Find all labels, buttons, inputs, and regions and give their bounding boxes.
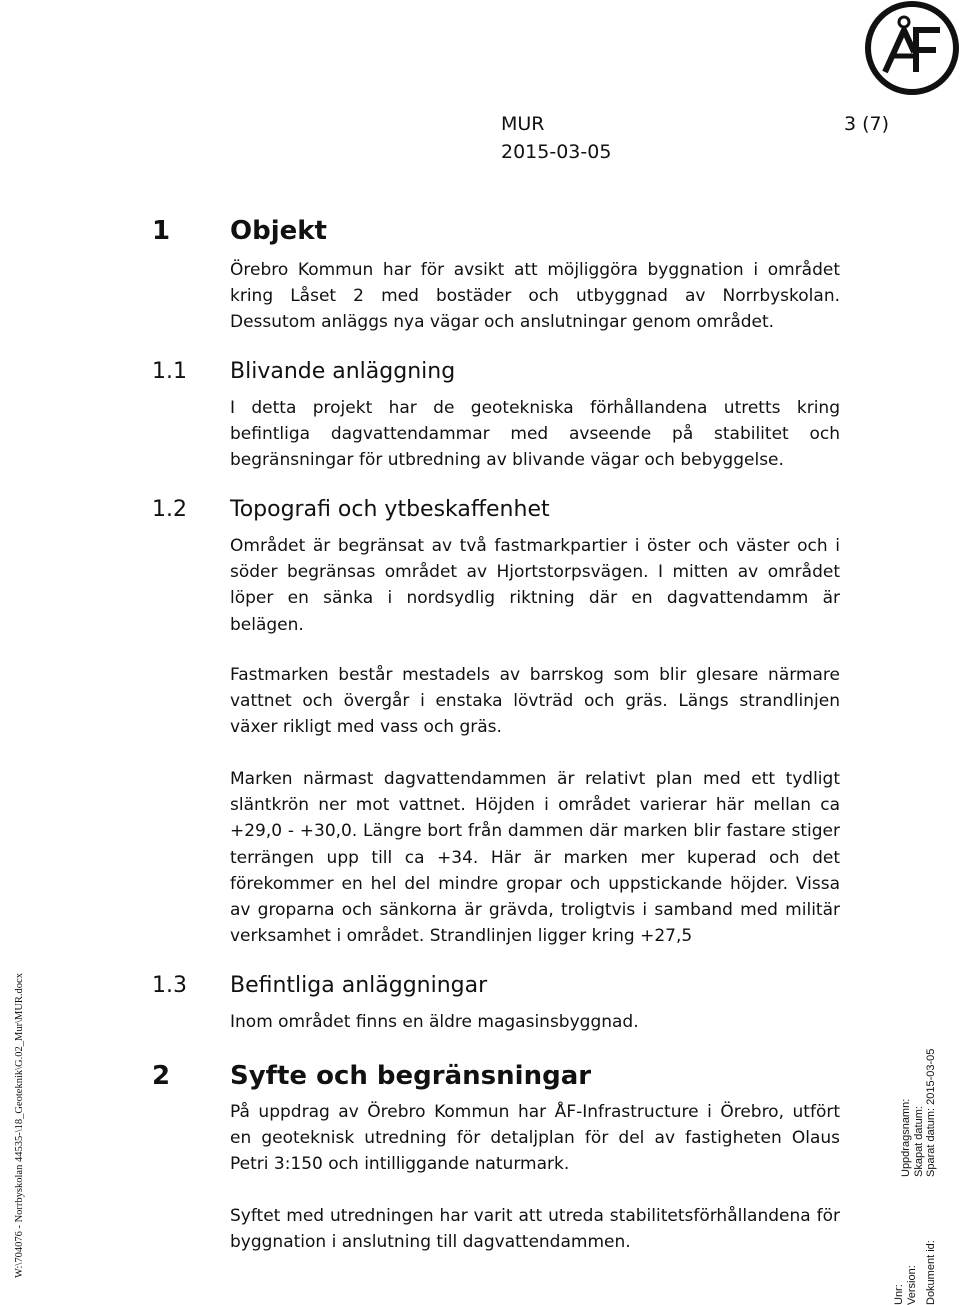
heading-1-objekt: 1 Objekt [152,216,327,246]
heading-1-3-befintliga-anlaggningar: 1.3 Befintliga anläggningar [152,973,488,998]
heading-1-2-topografi: 1.2 Topografi och ytbeskaffenhet [152,497,550,522]
paragraph-syfte-1: På uppdrag av Örebro Kommun har ÅF-Infrastructure i Örebro, utfört en geoteknisk utredning för detaljplan för del av fastigheten Olaus Petri 3:150 och intilliggande naturmark. [230,1102,840,1175]
paragraph-syfte-2: Syftet med utredningen har varit att utreda stabilitetsförhållandena för byggnation i anslutning till dagvattendammen. [230,1206,840,1253]
file-path: W:\704076 - Norrbyskolan 44535-\18_Geoteknik\G.02_Mur\MUR.docx [14,973,25,1278]
paragraph-topografi-2: Fastmarken består mestadels av barrskog som blir glesare närmare vattnet och övergår i enstaka lövträd och gräs. Längs strandlinjen växer rikligt med vass och gräs. [230,665,840,738]
af-logo [862,0,960,98]
document-title: MUR [501,113,545,135]
metadata-version: Version: [906,1265,918,1305]
metadata-skapat-datum: Skapat datum: [913,1106,925,1177]
paragraph-blivande-anlaggning: I detta projekt har de geotekniska förhållandena utretts kring befintliga dagvattendammar med avseende på stabilitet och begränsningar för utbredning av blivande vägar och bebyggelse. [230,398,840,471]
paragraph-topografi-1: Området är begränsat av två fastmarkpartier i öster och väster och i söder begränsas området av Hjortstorpsvägen. I mitten av området löper en sänka i nordsydlig riktning där en dagvattendamm är belägen. [230,536,840,635]
heading-2-syfte: 2 Syfte och begränsningar [152,1061,592,1091]
metadata-column-1: Unr: [893,1284,905,1305]
metadata-uppdragsnamn: Uppdragsnamn: [900,1098,912,1177]
metadata-dokument-id: Dokument id: [925,1240,937,1305]
metadata-sparat-datum: Sparat datum: 2015-03-05 [925,1048,937,1177]
document-date: 2015-03-05 [501,141,612,163]
paragraph-objekt: Örebro Kommun har för avsikt att möjliggöra byggnation i området kring Låset 2 med bostäder och utbyggnad av Norrbyskolan. Dessutom anläggs nya vägar och anslutningar genom området. [230,260,840,333]
page-number: 3 (7) [843,113,889,135]
paragraph-befintliga-anlaggningar: Inom området finns en äldre magasinsbyggnad. [230,1012,639,1032]
paragraph-topografi-3: Marken närmast dagvattendammen är relativt plan med ett tydligt släntkrön ner mot vattnet. Höjden i området varierar här mellan ca +29,0 - +30,0. Längre bort från dammen där marken blir fastare stiger terrängen upp till ca +34. Här är marken mer kuperad och det förekommer en hel del mindre gropar och uppstickande höjder. Vissa av groparna och sänkorna är grävda, troligtvis i samband med militär verksamhet i området. Strandlinjen ligger kring +27,5 [230,769,840,947]
heading-1-1-blivande-anlaggning: 1.1 Blivande anläggning [152,359,456,384]
